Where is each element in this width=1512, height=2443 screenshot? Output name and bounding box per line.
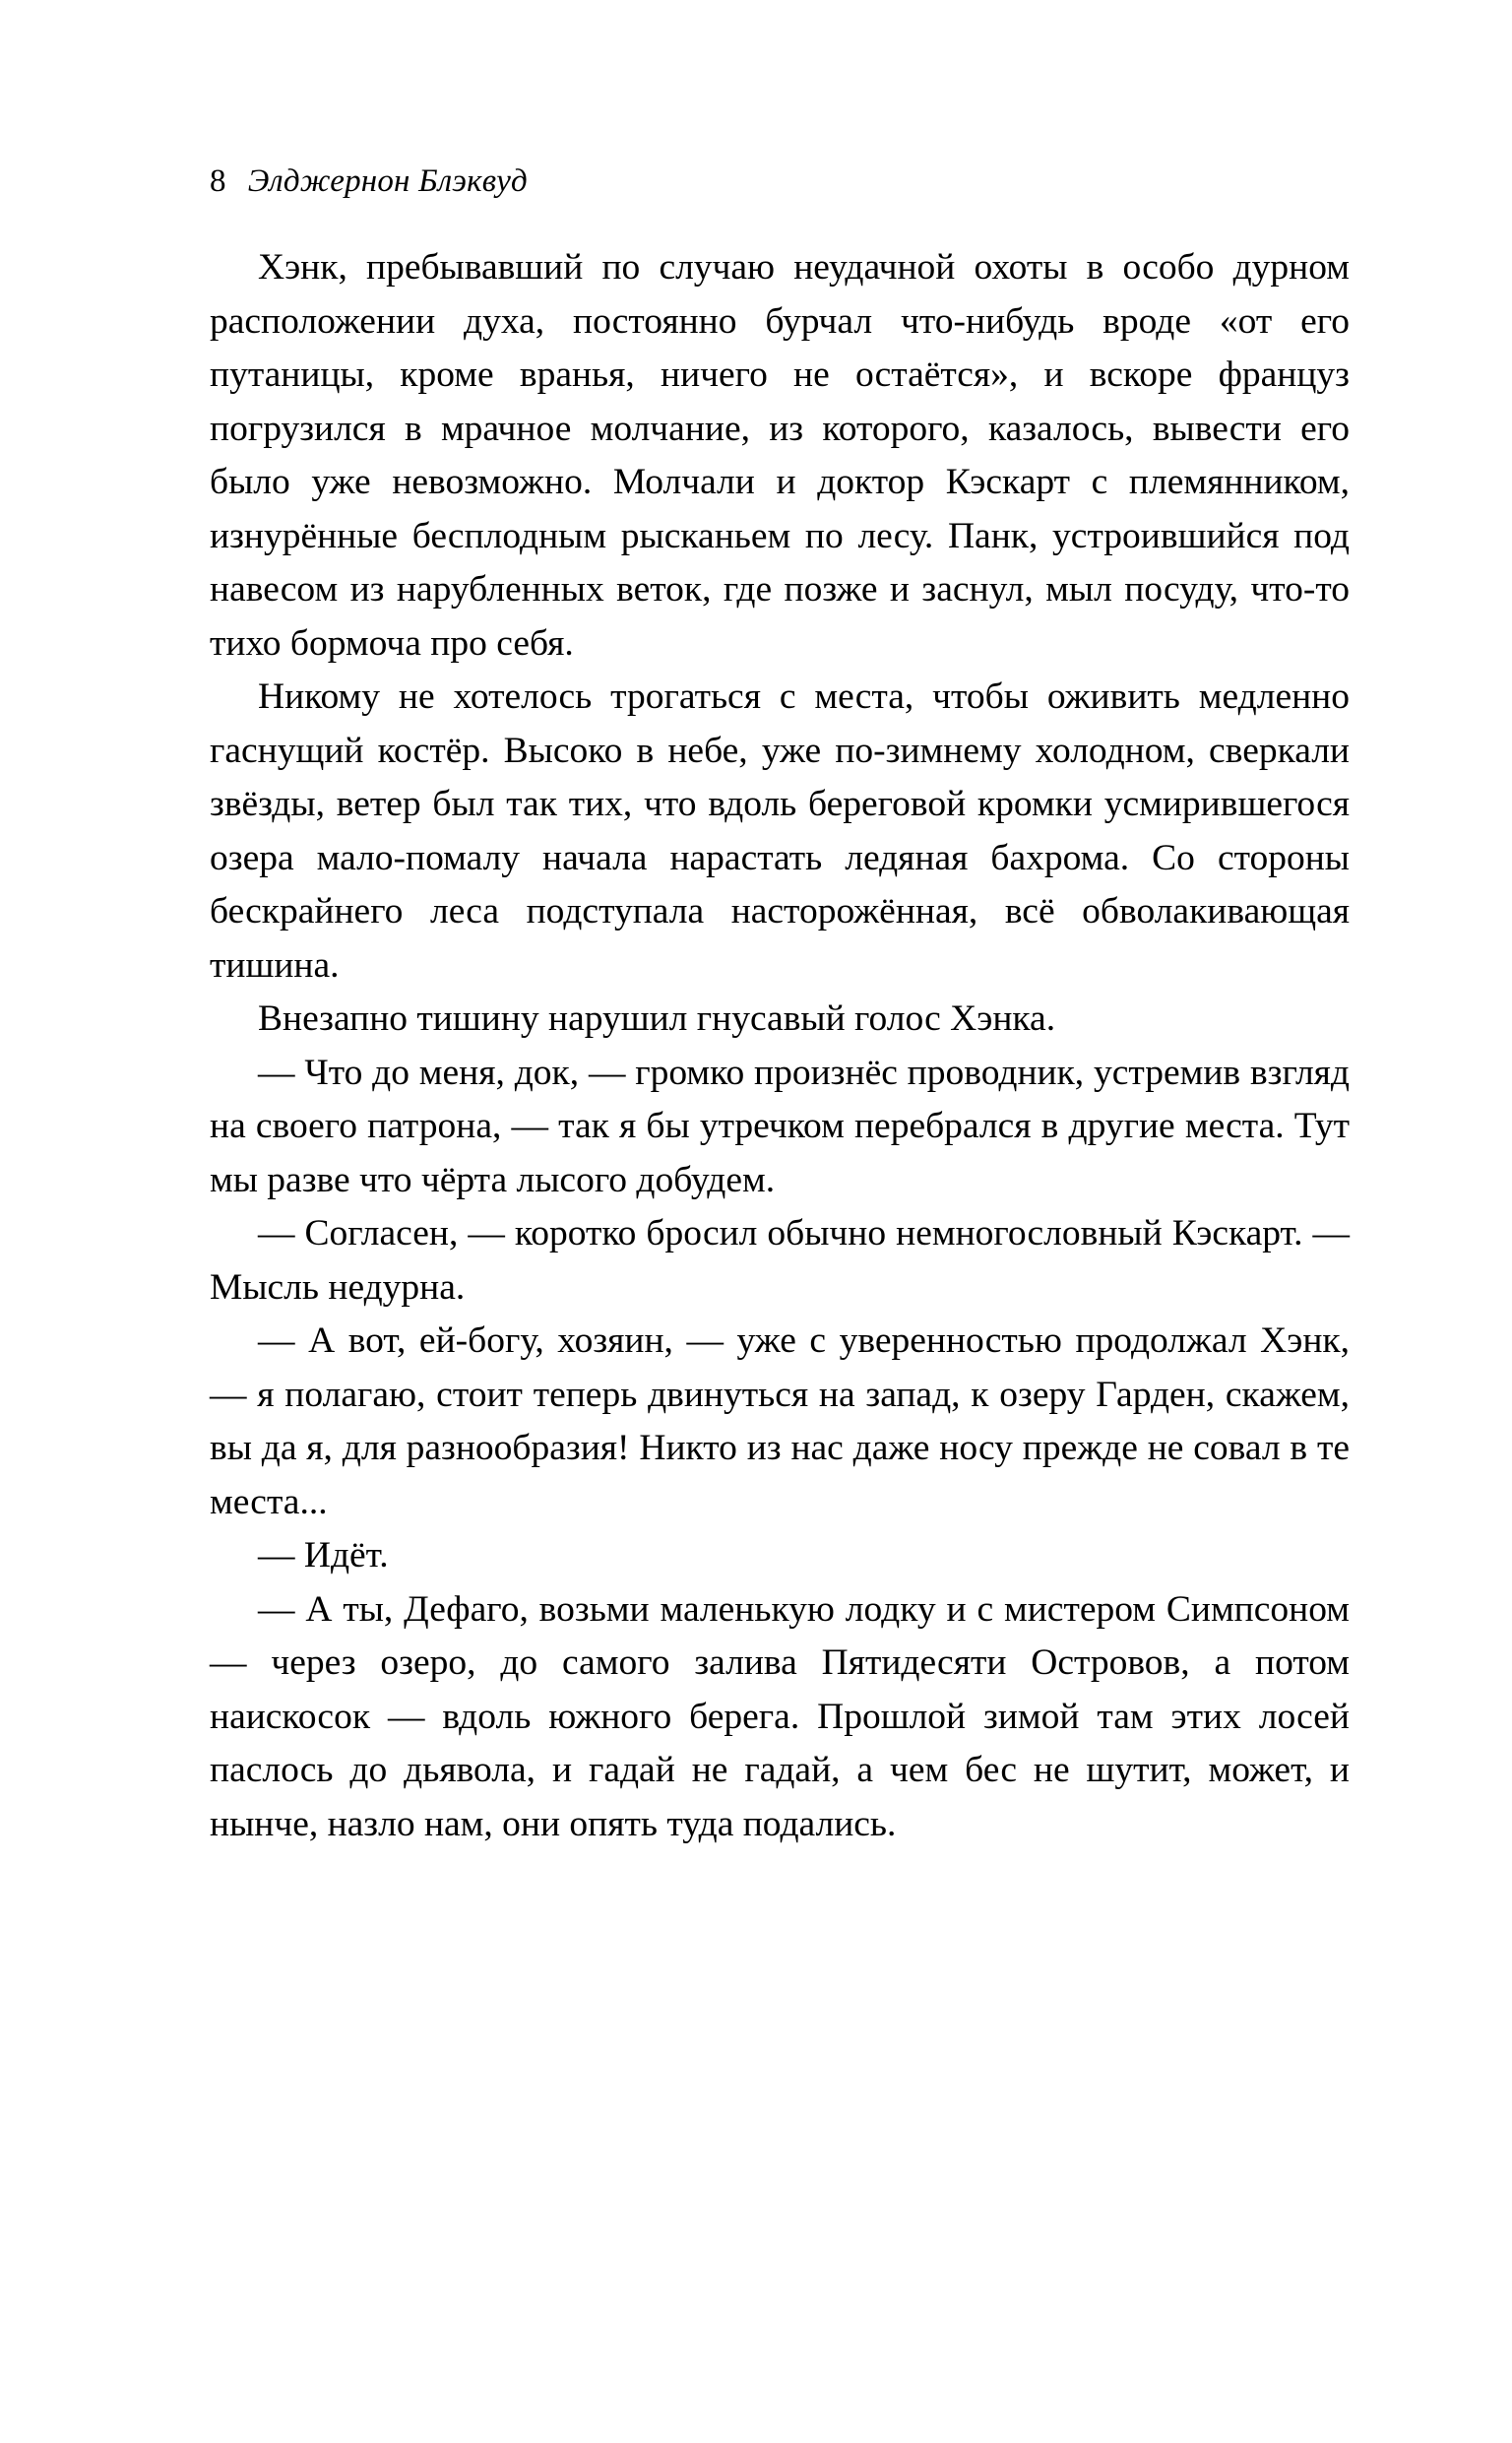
running-head bbox=[210, 165, 1350, 198]
running-head-author: Элджернон Блэквуд bbox=[247, 163, 528, 199]
body-text bbox=[210, 241, 1350, 1851]
paragraph-6-dialogue: — А вот, ей-богу, хозяин, — уже с уверенностью продолжал Хэнк, — я полагаю, стоит теперь двинуться на запад, к озеру Гарден, скажем, вы да я, для разнообразия! Никто из нас даже носу прежде не совал в те места... bbox=[210, 1320, 1350, 1522]
page-content-block bbox=[210, 165, 1350, 1851]
paragraph-7-dialogue: — Идёт. bbox=[258, 1535, 389, 1575]
paragraph-1: Хэнк, пребывавший по случаю неудачной охоты в особо дурном расположении духа, постоянно бурчал что-нибудь вроде «от его путаницы, кроме вранья, ничего не остаётся», и вскоре француз погрузился в мрачное молчание, из которого, казалось, вывести его было уже невозможно. Молчали и доктор Кэскарт с племянником, изнурённые бесплодным рысканьем по лесу. Панк, устроившийся под навесом из нарубленных веток, где позже и заснул, мыл посуду, что-то тихо бормоча про себя. bbox=[210, 247, 1350, 664]
paragraph-3: Внезапно тишину нарушил гнусавый голос Хэнка. bbox=[258, 998, 1056, 1039]
paragraph-5-dialogue: — Согласен, — коротко бросил обычно немногословный Кэскарт. — Мысль недурна. bbox=[210, 1213, 1350, 1308]
paragraph-2: Никому не хотелось трогаться с места, чтобы оживить медленно гаснущий костёр. Высоко в небе, уже по-зимнему холодном, сверкали звёзды, ветер был так тих, что вдоль береговой кромки усмирившегося озера мало-помалу начала нарастать ледяная бахрома. Со стороны бескрайнего леса подступала насторожённая, всё обволакивающая тишина. bbox=[210, 676, 1350, 986]
page-folio-number: 8 bbox=[210, 163, 226, 199]
paragraph-4-dialogue: — Что до меня, док, — громко произнёс проводник, устремив взгляд на своего патрона, — так я бы утречком перебрался в другие места. Тут мы разве что чёрта лысого добудем. bbox=[210, 1052, 1350, 1200]
paragraph-8-dialogue: — А ты, Дефаго, возьми маленькую лодку и с мистером Симпсоном — через озеро, до самого залива Пятидесяти Островов, а потом наискосок — вдоль южного берега. Прошлой зимой там этих лосей паслось до дьявола, и гадай не гадай, а чем бес не шутит, может, и нынче, назло нам, они опять туда подались. bbox=[210, 1588, 1350, 1844]
